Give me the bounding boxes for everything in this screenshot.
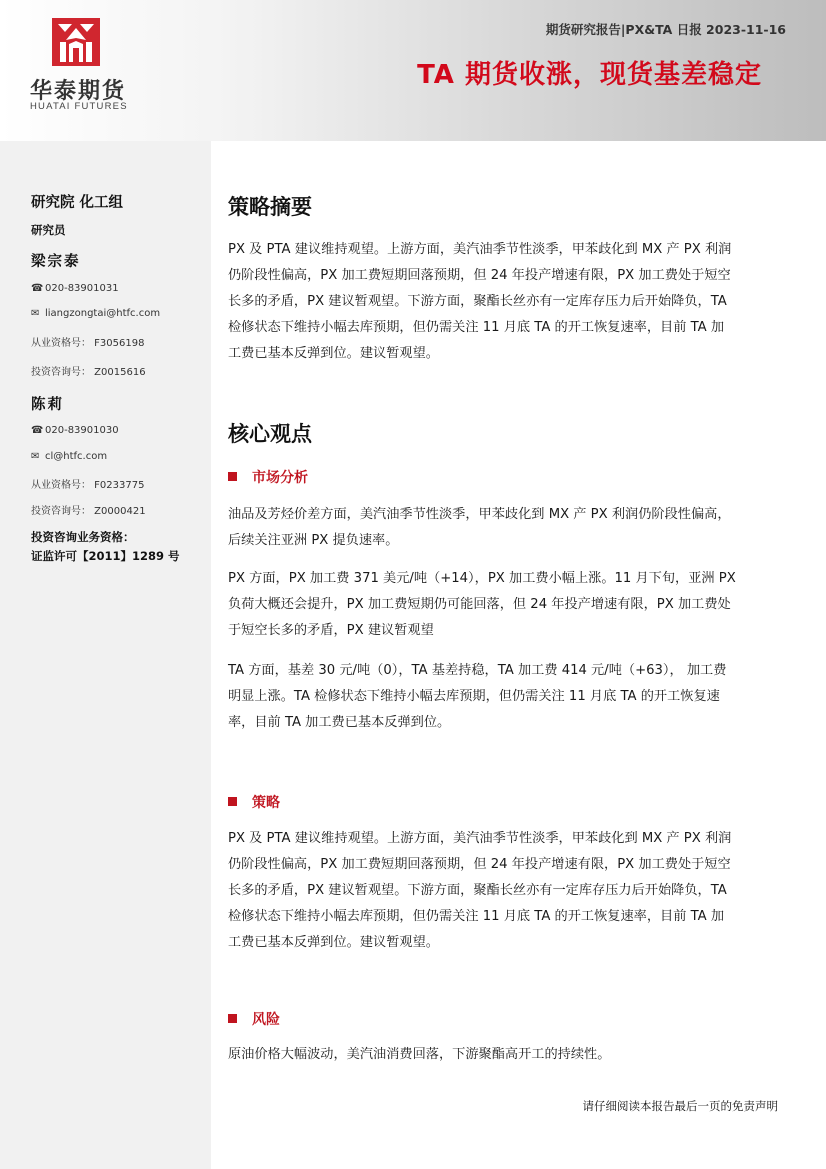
sidebar-panel bbox=[0, 141, 211, 1169]
analyst-email[interactable]: ✉ cl@htfc.com bbox=[31, 451, 108, 462]
core-heading: 核心观点 bbox=[228, 422, 312, 446]
department-label: 研究院 化工组 bbox=[31, 195, 124, 211]
analyst-name: 陈莉 bbox=[31, 396, 64, 413]
license-title: 投资咨询业务资格： bbox=[31, 530, 135, 544]
analyst-phone: ☎ 020-83901030 bbox=[31, 425, 119, 436]
analyst-cert-number: 从业资格号： F3056198 bbox=[31, 338, 145, 349]
mail-icon: ✉ bbox=[31, 308, 40, 319]
logo-text-cn: 华泰期货 bbox=[30, 79, 127, 104]
analyst-cert-number: 从业资格号： F0233775 bbox=[31, 480, 145, 491]
summary-paragraph: PX 及 PTA 建议维持观望。上游方面，美汽油季节性淡季，甲苯歧化到 MX 产 PX 利润 仍阶段性偏高，PX 加工费短期回落预期，但 24 年投产增速有限，PX 加工费处于短空 长多的矛盾，PX 建议暂观望。下游方面，聚酯长丝亦有一定库存压力后开始降负，TA 检修状态下维持小幅去库预期，但仍需关注 11 月底 TA 的开工恢复速率，目前 TA 加 工费已基本反弹到位。建议暂观望。 bbox=[228, 242, 732, 361]
bullet-square-icon bbox=[228, 1014, 237, 1023]
risk-paragraph: 原油价格大幅波动，美汽油消费回落，下游聚酯高开工的持续性。 bbox=[228, 1047, 611, 1062]
risk-heading: 风险 bbox=[228, 1009, 280, 1029]
analyst-phone: ☎ 020-83901031 bbox=[31, 283, 119, 294]
analyst-email[interactable]: ✉ liangzongtai@htfc.com bbox=[31, 308, 161, 319]
role-label: 研究员 bbox=[31, 223, 66, 237]
huatai-logo-icon bbox=[52, 18, 100, 66]
strategy-heading: 策略 bbox=[228, 792, 280, 812]
strategy-paragraph: PX 及 PTA 建议维持观望。上游方面，美汽油季节性淡季，甲苯歧化到 MX 产 PX 利润 仍阶段性偏高，PX 加工费短期回落预期，但 24 年投产增速有限，PX 加工费处于短空 长多的矛盾，PX 建议暂观望。下游方面，聚酯长丝亦有一定库存压力后开始降负，TA 检修状态下维持小幅去库预期，但仍需关注 11 月底 TA 的开工恢复速率，目前 TA 加 工费已基本反弹到位。建议暂观望。 bbox=[228, 831, 732, 950]
logo-text-en: HUATAI FUTURES bbox=[30, 101, 128, 112]
analyst-advisory-number: 投资咨询号： Z0000421 bbox=[31, 506, 146, 517]
report-title: TA 期货收涨，现货基差稳定 bbox=[417, 60, 762, 90]
bullet-square-icon bbox=[228, 797, 237, 806]
summary-heading: 策略摘要 bbox=[228, 195, 312, 219]
bullet-square-icon bbox=[228, 472, 237, 481]
analyst-name: 梁宗泰 bbox=[31, 253, 81, 270]
analyst-advisory-number: 投资咨询号： Z0015616 bbox=[31, 367, 146, 378]
mail-icon: ✉ bbox=[31, 451, 40, 462]
phone-icon: ☎ bbox=[31, 425, 44, 436]
phone-icon: ☎ bbox=[31, 283, 44, 294]
market-paragraph-1: 油品及芳烃价差方面，美汽油季节性淡季，甲苯歧化到 MX 产 PX 利润仍阶段性偏高， 后续关注亚洲 PX 提负速率。 bbox=[228, 507, 731, 548]
disclaimer-note: 请仔细阅读本报告最后一页的免责声明 bbox=[582, 1099, 778, 1113]
market-paragraph-3: TA 方面，基差 30 元/吨（0），TA 基差持稳，TA 加工费 414 元/吨（+63）， 加工费 明显上涨。TA 检修状态下维持小幅去库预期，但仍需关注 11 月底 TA 的开工恢复速 率，目前 TA 加工费已基本反弹到位。 bbox=[228, 663, 727, 730]
report-header bbox=[0, 0, 826, 141]
report-meta-line: 期货研究报告|PX&TA 日报 2023-11-16 bbox=[545, 22, 786, 37]
market-analysis-heading: 市场分析 bbox=[228, 467, 308, 487]
market-paragraph-2: PX 方面，PX 加工费 371 美元/吨（+14），PX 加工费小幅上涨。11 月下旬，亚洲 PX 负荷大概还会提升，PX 加工费短期仍可能回落，但 24 年投产增速有限，PX 加工费处 于短空长多的矛盾，PX 建议暂观望 bbox=[228, 571, 736, 638]
license-text: 证监许可【2011】1289 号 bbox=[31, 549, 180, 563]
